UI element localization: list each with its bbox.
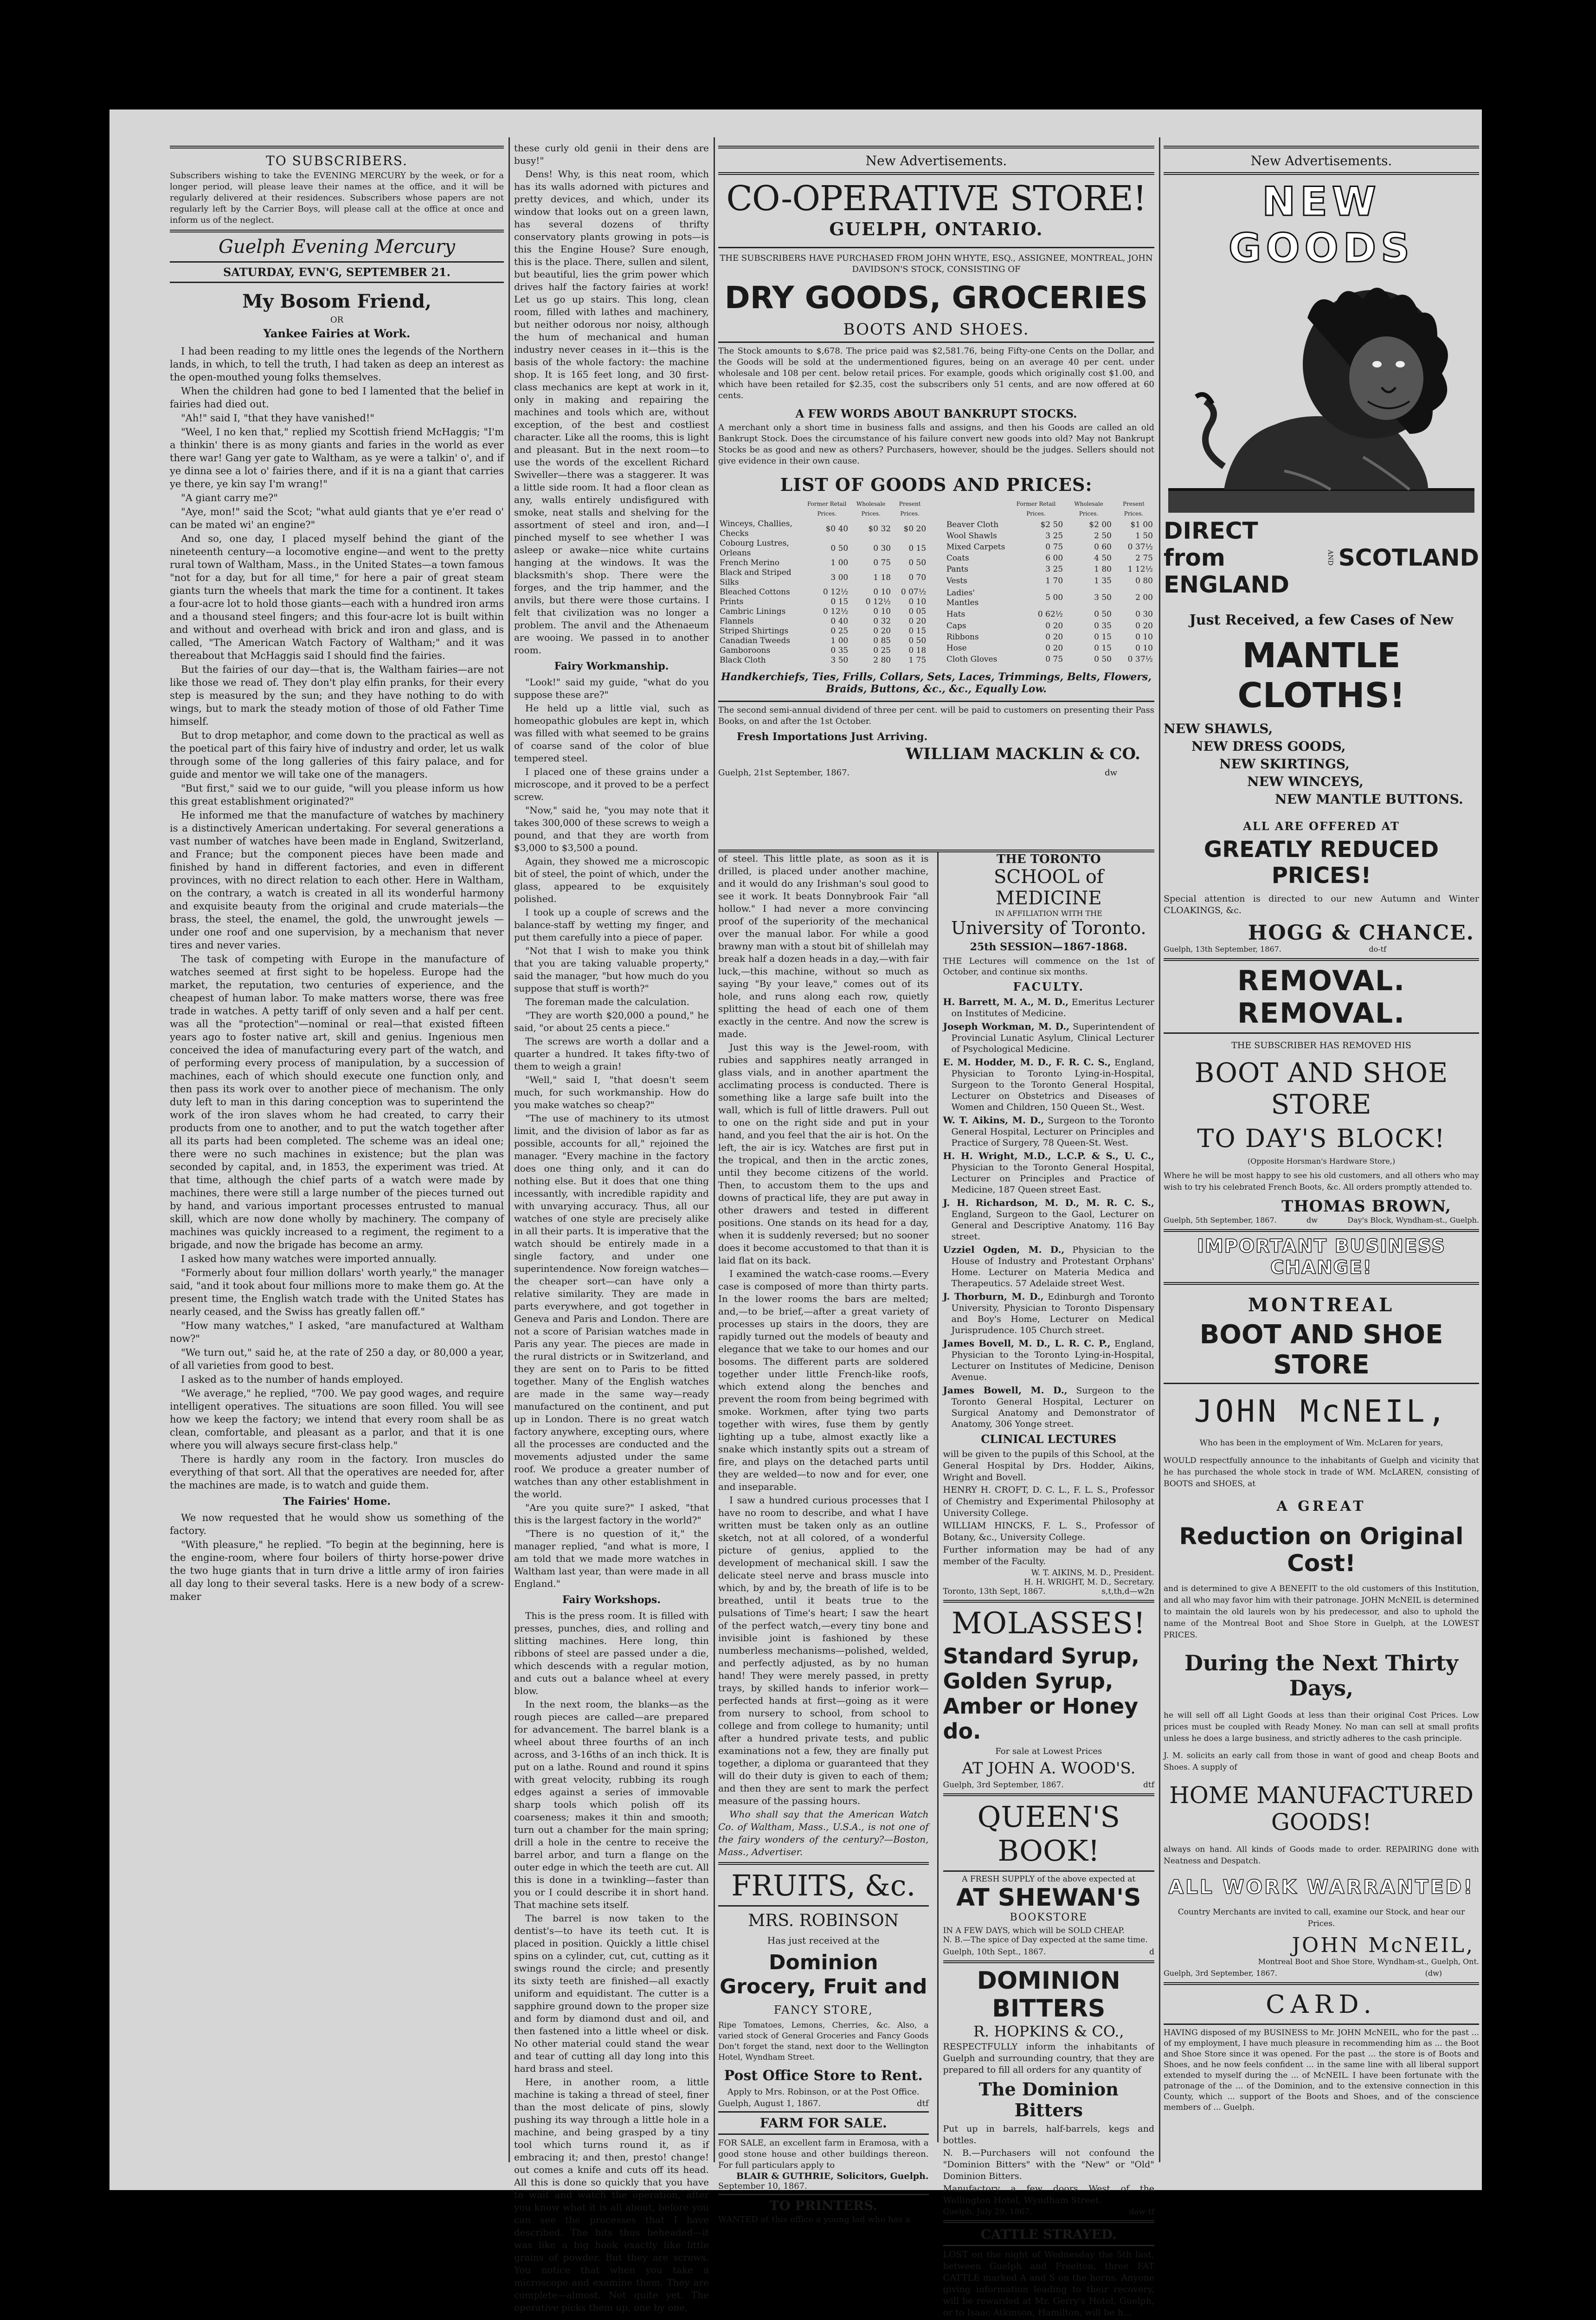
story-subtitle: Yankee Fairies at Work. [263, 327, 411, 340]
price-row: Pants 3 25 1 80 1 12½ [946, 565, 1153, 574]
cooperative-store-ad [718, 179, 1154, 850]
paragraph: In the next room, the blanks—as the rough pieces are called—are prepared for advancement. The barrel blank is a wheel about three fourths of an inch across, and 3-16ths of an inch thick. It is put on a lathe. Round and round it spins with great velocity, rubbing its rough edges against a series of immovable sharp tools which polish off its coarseness; makes it thin and smooth; turn out a chamber for the main spring; drill a hole in the centre to receive the barrel arbor, and turn a flange on the outer edge in which the teeth are cut. All this is done in a twinkling—faster than you or I could describe it in short hand. That machine sets itself. [514, 1699, 709, 1910]
faculty-entry: J. Thorburn, M. D., Edinburgh and Toronto University, Physician to Toronto Dispensary and Boy's Home, Lecturer on Medical Jurisprudence. 105 Church street. [943, 1291, 1154, 1335]
ad-line: Standard Syrup, [943, 1643, 1139, 1669]
goods-item: NEW SKIRTINGS, [1219, 756, 1350, 772]
faculty-entry: J. H. Richardson, M. D., M. R. C. S., England, Surgeon to the Gaol, Lecturer on General and Descriptive Anatomy. 116 Bay street. [943, 1197, 1154, 1242]
col-head: Former Retail Prices. [1016, 501, 1056, 517]
ad-text: WILLIAM HINCKS, F. L. S., Professor of Botany, &c., University College. [943, 1521, 1154, 1542]
ad-dividend: The second semi-annual dividend of three per cent. will be paid to customers on presenting their Pass Books, on and after the 1st October. [718, 705, 1154, 726]
section-heading: The Fairies' Home. [283, 1495, 391, 1508]
ad-fresh: Fresh Importations Just Arriving. [737, 731, 928, 743]
fruits-ad [718, 1869, 929, 2226]
price-row: Winceys, Challies, Checks $0 40 $0 32 $0 20 [720, 519, 927, 538]
price-row: Striped Shirtings 0 25 0 20 0 15 [720, 626, 927, 636]
ad-stock-text: The Stock amounts to $,678. The price paid was $2,581.76, being Fifty-one Cents on the Dollar, and the Goods will be sold at the undermentioned figures, being on an average 40 per cent. under wholesale and 108 per cent. below retail prices. For example, goods which originally cost $1.00, and which have been retailed for $2.35, cost the subscribers only 51 cents, and are now offered at 60 cents. [718, 346, 1154, 400]
paragraph: Just this way is the Jewel-room, with rubies and sapphires neatly arranged in glass vials, and in another apartment the acclimating process is conducted. There is something like a large safe built into the wall, which is full of little drawers. Pull out to one on the right side and put in your hand, and you feel that the air is hot. On the left, the air is icy. Watches are first put in the tropical, and then in the arctic zones, until they become citizens of the world. Then, to accustom them to the ups and downs of practical life, they are put away in other drawers and tested in different positions. One stands on its head for a day, when it is suddenly reversed; but no sooner does it become accustomed to that than it is laid flat on its back. [718, 1042, 929, 1266]
ad-text: and is determined to give A BENEFIT to the old customers of this Institution, and all who may favor him with their patronage. JOHN McNEIL is determined to maintain the old laurels won by his predecessor, and also to uphold the name of the Montreal Boot and Shoe Store in Guelph, at the LOWEST PRICES. [1164, 1584, 1479, 1640]
ad-title: SCHOOL of MEDICINE [993, 866, 1104, 909]
ad-footer: Guelph, 3rd September, 1867. (dw) [1164, 1969, 1442, 1978]
price-row: Cambric Linings 0 12½ 0 10 0 05 [720, 607, 927, 616]
dateline: SATURDAY, EVN'G, SEPTEMBER 21. [223, 265, 450, 279]
story-title: My Bosom Friend, [242, 290, 431, 312]
price-row: Vests 1 70 1 35 0 80 [946, 576, 1153, 586]
paragraph: Who shall say that the American Watch Co. of Waltham, Mass., U.S.A., is not one of the fairy wonders of the century?—Boston, Mass., Advertiser. [718, 1809, 929, 1857]
price-row: Black Cloth 3 50 2 80 1 75 [720, 656, 927, 665]
paragraph: I examined the watch-case rooms.—Every case is composed of more than thirty parts. In the lower rooms the bars are melted; and,—to be brief,—after a great variety of processes up stairs in the doors, they are rapidly turned out the models of beauty and elegance that we take to our homes and our bosoms. The different parts are soldered together under little French-like roofs, which extend along the benches and prevent the room from being begrimed with smoke. Workmen, after tying two parts together with wires, fuse them by gently lighting up a tube, almost exactly like a snake which instantly spits out a stream of fire, and plays on the detached parts until they are welded—to now and for ever, one and inseparable. [718, 1268, 929, 1492]
paragraph: "Ah!" said I, "that they have vanished!" [181, 412, 374, 424]
price-row: Wool Shawls 3 25 2 50 1 50 [946, 531, 1153, 541]
ad-text: Where he will be most happy to see his old customers, and all others who may wish to try his celebrated French Boots, &c. All orders promptly attended to. [1164, 1171, 1479, 1192]
goods-list [1164, 720, 1479, 808]
paragraph: I asked how many watches were imported annually. [181, 1253, 437, 1264]
price-row: Canadian Tweeds 1 00 0 85 0 50 [720, 636, 927, 645]
ad-title: IMPORTANT BUSINESS CHANGE! [1197, 1236, 1446, 1278]
column-4 [1164, 142, 1479, 2118]
paragraph: "Now," said he, "you may note that it takes 300,000 of these screws to weigh a pound, and that they are worth from $3,000 to $3,500 a pound. [514, 805, 709, 853]
ad-title: MOLASSES! [951, 1606, 1146, 1641]
ad-text: J. M. solicits an early call from those in want of good and cheap Boots and Shoes. A supply of [1164, 1751, 1479, 1772]
price-row: French Merino 1 00 0 75 0 50 [720, 558, 927, 567]
card-ad [1164, 1990, 1479, 2113]
ad-signature: JOHN McNEIL, [1292, 1933, 1474, 1957]
ad-line: Golden Syrup, [943, 1669, 1113, 1694]
paragraph: The task of competing with Europe in the manufacture of watches seemed at first sight to be hopeless. Europe had the market, the reputation, two centuries of experience, and the cheapest of human labor. To make matters worse, there was free trade in watches. A petty tariff of only seven and a half per cent. was all the "protection"—nominal or real—that existed fifteen years ago to foster native art, skill and genius. Ingenious men conceived the idea of manufacturing every part of the watch, and of performing every process of manipulation, by a succession of machines, each of which should execute one function only, and then pass its work over to another piece of mechanism. The only duty left to man in this daring conception was to superintend the work of the iron slaves whom he had created, to carry their products from one to another, and to put the watch together after all its parts had been completed. The scheme was an ideal one; there were no such machines in existence; but the plan was seconded by capital, and, in 1853, the experiment was tried. At that time, although the chief parts of a watch were made by machines, there were still a large number of the pieces turned out by hand, and various important processes entrusted to manual skill, which are now done wholly by machinery. The company of machines was quickly increased to a regiment, the regiment to a brigade, and now the brigade has become an army. [170, 954, 504, 1250]
ad-dry-goods: DRY GOODS, GROCERIES [724, 280, 1148, 316]
ad-signature: H. H. WRIGHT, M. D., Secretary. [1023, 1578, 1154, 1587]
paragraph: these curly old genii in their dens are busy!" [514, 142, 709, 166]
paragraph: "Weel, I no ken that," replied my Scottish friend McHaggis; "I'm a thinkin' there is as mony giants and faries in the world as ever there war! Gang yer gate to Waltham, as ye were a talkin' o', and if ye dinna see a lot o' fairies there, and if it is na a giant that carries ye there, ye kin say I'm wrang!" [170, 426, 504, 490]
paragraph: He informed me that the manufacture of watches by machinery is a distinctively American undertaking. For several generations a vast number of watches have been made in England, Switzerland, and France; but the component pieces have been made and finished by hand in different factories, and even in different provinces, with no direct relation to each other. Here in Waltham, on the contrary, a watch is created in all its wonderful harmony and exquisite beauty from the original and crude materials—the brass, the steel, the enamel, the gold, the unwrought jewels —under one roof and one supervision, by a mechanism that never tires and never varies. [170, 810, 504, 951]
goods-item: NEW MANTLE BUTTONS. [1275, 792, 1463, 807]
ad-title: DOMINION BITTERS [977, 1967, 1120, 2023]
ad-text: always on hand. All kinds of Goods made to order. REPAIRING done with Neatness and Despatch. [1164, 1845, 1479, 1866]
ad-line: GREATLY REDUCED PRICES! [1203, 837, 1439, 889]
ad-text: BOOKSTORE [1010, 1912, 1088, 1923]
paragraph: "Formerly about four million dollars' worth yearly," the manager said, "and it took about four millions more to make them go. At the present time, the English watch trade with the United States has nearly ceased, and the Swiss has greatly fallen off." [170, 1267, 504, 1317]
paragraph: of steel. This little plate, as soon as it is drilled, is placed under another machine, and it would do any Irishman's soul good to see it work. It beats Donnybrook Fair "all hollow." I had never a more convincing proof of the superiority of the mechanical over the manual labor. For while a good brawny man with a stout bit of shillelah may break half a dozen heads in a day,—with fair luck,—this machine, without so much as saying "By your leave," comes out of its hole, and runs along each row, quietly splitting the head of each one of them exactly in the centre. And now the screw is made. [718, 853, 929, 1039]
col-head: Wholesale Prices. [1074, 501, 1103, 517]
price-row: Hats 0 62½ 0 50 0 30 [946, 610, 1153, 619]
molasses-ad [943, 1606, 1154, 1790]
ad-footer: September 10, 1867. [718, 2181, 807, 2191]
price-list [718, 499, 1154, 665]
ad-footer: Toronto, 13th Sept, 1867. s,t,th,d—w2n [943, 1587, 1154, 1596]
ad-text: THE TORONTO [996, 852, 1101, 866]
farm-title: FARM FOR SALE. [759, 2115, 887, 2131]
ad-title: NEW GOODS [1228, 179, 1415, 271]
ad-text: Has just received at the [767, 1935, 880, 1946]
ad-footer: Guelph, 21st September, 1867. dw [718, 768, 1117, 778]
ad-signature: THOMAS BROWN, [1281, 1197, 1451, 1216]
paragraph: I placed one of these grains under a microscope, and it proved to be a perfect screw. [514, 766, 709, 802]
ad-footer: Guelph, 3rd September, 1867. dtf [943, 1780, 1154, 1790]
price-table-right [945, 499, 1154, 665]
ad-store: Dominion Grocery, Fruit and [720, 1951, 927, 1998]
ad-signature: W. T. AIKINS, M. D., President. [1031, 1568, 1154, 1578]
ad-text: Just Received, a few Cases of New [1189, 612, 1454, 628]
ad-subheading: CLINICAL LECTURES [981, 1432, 1117, 1446]
price-row: Ladies' Mantles 5 00 3 50 2 00 [946, 588, 1153, 607]
faculty-entry: Uzziel Ogden, M. D., Physician to the House of Industry and Protestant Orphans' Home. Lecturer on Materia Medica and Therapeutics. 57 Adelaide street West. [943, 1244, 1154, 1289]
ad-text: N. B.—Purchasers will not confound the "Dominion Bitters" with the "New" or "Old" Dominion Bitters. [943, 2148, 1154, 2181]
paragraph: Here, in another room, a little machine is taking a thread of steel, finer than the most delicate of pins, slowly pushing its way through a little hole in a machine, and being grasped by a tiny tool which turns round it, as if embracing it; and then, presto! change! out comes a knife and cuts off its head. All this is done so quickly that you have to wait and watch the operation, after you know what it is all about, before you can see the processes that I have described. The bits thus beheaded—it was like a big hook exactly like little grains of powder. But they are screws. You notice that when you take a microscope and examine them. They are complete—almost. Not quite yet. The operative picks them up, one by one, [514, 2076, 709, 2313]
paragraph: I took up a couple of screws and the balance-staff by wetting my finger, and put them carefully into a piece of paper. [514, 907, 709, 943]
column-rule [508, 137, 510, 2162]
ad-university: University of Toronto. [951, 918, 1146, 938]
goods-item: NEW DRESS GOODS, [1191, 739, 1346, 754]
column-rule [714, 137, 715, 2162]
ad-text: A FRESH SUPPLY of the above expected at [962, 1875, 1136, 1884]
goods-item: NEW WINCEYS, [1247, 774, 1364, 789]
column-rule [1159, 137, 1160, 2162]
ad-title: QUEEN'S BOOK! [977, 1800, 1120, 1868]
ad-text: Manufactory a few doors West of the Wellington Hotel, Wyndham Street. [943, 2184, 1154, 2205]
column-2 [514, 142, 709, 2313]
faculty-entry: H. H. Wright, M.D., L.C.P. & S., U. C., Physician to the Toronto General Hospital, Lecturer on Principles and Practice of Medicine, 187 Queen street East. [943, 1150, 1154, 1195]
price-list-title: LIST OF GOODS AND PRICES: [780, 474, 1093, 495]
price-row: Flannels 0 40 0 32 0 20 [720, 617, 927, 626]
paragraph: He held up a little vial, such as homeopathic globules are kept in, which was filled with what seemed to be grains of coarse sand of the color of blue tempered steel. [514, 702, 709, 764]
paragraph: "Well," said I, "that doesn't seem much, for such workmanship. How do you make watches so cheap?" [514, 1074, 709, 1110]
paragraph: I asked as to the number of hands employed. [181, 1374, 403, 1385]
ad-line: During the Next Thirty Days, [1184, 1650, 1458, 1701]
business-change-ad [1164, 1236, 1479, 1978]
ad-name: JOHN McNEIL, [1194, 1393, 1449, 1429]
column-3 [718, 142, 1155, 2318]
ad-line: A GREAT [1276, 1498, 1366, 1514]
ad-line: BOOT AND SHOE STORE [1199, 1320, 1443, 1380]
ad-name: MRS. ROBINSON [748, 1911, 899, 1930]
faculty-entry: H. Barrett, M. A., M. D., Emeritus Lecturer on Institutes of Medicine. [943, 996, 1154, 1018]
paragraph: "Not that I wish to make you think that you are taking valuable property," said the manager, "but how much do you suppose that stuff is worth?" [514, 945, 709, 994]
post-office-title: Post Office Store to Rent. [724, 2068, 923, 2084]
paragraph: "We average," he replied, "700. We pay good wages, and require intelligent operatives. The situations are soon filled. You will see how we keep the factory; we intend that every room shall be as clean, comfortable, and pleasant as a parlor, and that it is one where you will always secure first-class help." [170, 1388, 504, 1451]
ad-line: TO DAY'S BLOCK! [1197, 1124, 1446, 1153]
ad-few-words-text: A merchant only a short time in business falls and assigns, and then his Goods are called an old Bankrupt Stock. Does the circumstance of his failure convert new goods into old? May not Bankrupt Stocks be as good and new as others? Purchasers, however, should be the judges. Sellers should not give evidence in their own cause. [718, 423, 1154, 466]
ad-text: IN A FEW DAYS, which will be SOLD CHEAP. [943, 1926, 1125, 1935]
ad-text: Who has been in the employment of Wm. McLaren for years, [1199, 1438, 1443, 1448]
paragraph: "They are worth $20,000 a pound," he said, "or about 25 cents a piece." [514, 1010, 709, 1033]
ad-text: HAVING disposed of my BUSINESS to Mr. JOHN McNEIL, who for the past ... of my employment, I have much pleasure in recommending him as ... the Boot and Shoe Store since it was opened. For the past ... the store is of Boots and Shoes, and he now feels confident ... in the same line with all liberal support extended to myself during the ... of McNEIL. I have been fortunate with the patronage of the ... of the Dominion, and to the extensive connection in this County, which ... support of the Boots and Shoes, and of the conscience members of ... Guelph. [1164, 2028, 1479, 2112]
paragraph: "We turn out," said he, at the rate of 250 a day, or 80,000 a year, of all varieties from good to best. [170, 1347, 504, 1371]
ad-text: N. B.—The spice of Day expected at the same time. [943, 1935, 1148, 1945]
masthead: Guelph Evening Mercury [219, 236, 455, 258]
price-row: Black and Striped Silks 3 00 1 18 0 70 [720, 568, 927, 587]
price-row: Mixed Carpets 0 75 0 60 0 37½ [946, 542, 1153, 552]
ad-footer: Guelph, 13th September, 1867. do-tf [1164, 945, 1386, 954]
ad-title: REMOVAL. REMOVAL. [1237, 965, 1406, 1030]
col-head: Present Prices. [1123, 501, 1145, 517]
paragraph: But the fairies of our day—that is, the Waltham fairies—are not like those we read of. They don't play elfin pranks, for their every step is measured by the sun; and they have nothing to do with wings, but to mark the steady motion of those of old Father Time himself. [170, 664, 504, 727]
ad-line: MONTREAL [1248, 1294, 1395, 1316]
price-row: Hose 0 20 0 15 0 10 [946, 644, 1153, 653]
ad-line: AT JOHN A. WOOD'S. [962, 1759, 1136, 1778]
faculty-entry: James Bovell, M. D., L. R. C. P., England, Physician to the Toronto Lying-in-Hospital, Lecturer on Institutes of Medicine, Denison Avenue. [943, 1338, 1154, 1382]
ad-signature: BLAIR & GUTHRIE, Solicitors, Guelph. [736, 2171, 929, 2181]
price-row: Caps 0 20 0 35 0 20 [946, 621, 1153, 631]
ad-line: BOOT AND SHOE STORE [1194, 1057, 1448, 1120]
ad-boots: BOOTS AND SHOES. [843, 320, 1030, 339]
ad-text: WOULD respectfully announce to the inhabitants of Guelph and vicinity that he has purchased the whole stock in trade of WM. McLAREN, consisting of BOOTS and SHOES, at [1164, 1456, 1479, 1489]
paragraph: When the children had gone to bed I lamented that the belief in fairies had died out. [170, 386, 504, 410]
printers-title: TO PRINTERS. [769, 2198, 877, 2213]
paragraph: "With pleasure," he replied. "To begin at the beginning, here is the engine-room, where four boilers of thirty horse-power drive the two huge giants that in turn drive a little army of iron fairies all day long to their several tasks. Here is a new body of a screw-maker [170, 1539, 504, 1602]
ad-purchased: THE SUBSCRIBERS HAVE PURCHASED FROM JOHN WHYTE, ESQ., ASSIGNEE, MONTREAL, JOHN DAVIDSON'S STOCK, CONSISTING OF [720, 253, 1153, 274]
ad-footer: Guelph, 10th Sept., 1867. d [943, 1947, 1154, 1957]
ad-line: Amber or Honey do. [943, 1694, 1139, 1744]
ad-line: AT SHEWAN'S [956, 1884, 1141, 1912]
faculty-entry: Joseph Workman, M. D., Superintendent of Provincial Lunatic Asylum, Clinical Lecturer of Psychological Medicine. [943, 1021, 1154, 1054]
ad-line: The Dominion Bitters [978, 2079, 1119, 2120]
price-row: Coats 6 00 4 50 2 75 [946, 554, 1153, 563]
paragraph: This is the press room. It is filled with presses, punches, dies, and rolling and slitting machines. Here long, thin ribbons of steel are passed under a die, which descends with a regular motion, and cuts out a balance wheel at every blow. [514, 1610, 709, 1696]
price-row: Prints 0 15 0 12½ 0 10 [720, 597, 927, 606]
ad-city: GUELPH, ONTARIO. [829, 219, 1043, 239]
ad-text: Country Merchants are invited to call, examine our Stock, and hear our Prices. [1178, 1908, 1465, 1928]
newspaper-page [109, 110, 1482, 2318]
ad-session: 25th SESSION—1867-1868. [970, 941, 1127, 953]
paragraph: "Look!" said my guide, "what do you suppose these are?" [514, 677, 709, 700]
paragraph: The screws are worth a dollar and a quarter a hundred. It takes fifty-two of them to weigh a grain! [514, 1036, 709, 1072]
section-heading: Fairy Workshops. [562, 1594, 661, 1606]
ad-text: Further information may be had of any member of the Faculty. [943, 1545, 1154, 1566]
price-table-left [718, 499, 927, 665]
paragraph: We now requested that he would show us something of the factory. [170, 1512, 504, 1536]
ads-column [937, 852, 1155, 2318]
ad-signature: HOGG & CHANCE. [1248, 921, 1474, 945]
col-head: Former Retail Prices. [807, 501, 847, 517]
paragraph: "The use of machinery to its utmost limit, and the division of labor as far as possible, accounts for all," rejoined the manager. "Every machine in the factory does one thing only, and it can do nothing else. But it does that one thing incessantly, with incredible rapidity and with unvarying accuracy. Thus, all our watches of one style are precisely alike in all their parts. It is imperative that the watch should be entirely made in a single factory, and under one superintendence. Now foreign watches—the cheaper sort—can have only a relative similarity. They are made in parts everywhere, and got together in Geneva and Paris and London. There are not a score of Parisian watches made in Paris any year. The pieces are made in the rural districts or in Switzerland, and they are sent on to Paris to be fitted together. Many of the English watches are made in the same way—ready manufactured on the continent, and put up in London. There is no great watch factory anywhere, excepting ours, where all the processes are conducted and the movements adjusted under the same roof. We produce a greater number of watches than any other establishment in the world. [514, 1113, 709, 1500]
ad-text: Special attention is directed to our new Autumn and Winter CLOAKINGS, &c. [1164, 894, 1479, 915]
ad-footer: Guelph, 5th September, 1867. dw Day's Block, Wyndham-st., Guelph. [1164, 1216, 1479, 1224]
ad-text: LOST on the night of Wednesday the 5th last, between Guelph and Freelton, three FAT CATTLE marked A and S on the horns. Anyone giving information leading to their recovery, will be rewarded at Mr. Gerry's Hotel, Guelph, or to Isaac Atkinson, Hamilton, will be h... [943, 2249, 1154, 2318]
faculty-entry: W. T. Aikins, M. D., Surgeon to the Toronto General Hospital, Lecturer on Principles and Practice of Surgery, 78 Queen-St. West. [943, 1115, 1155, 1148]
paragraph: Dens! Why, is this neat room, which has its walls adorned with pictures and pretty devices, and which, under its window that looks out on a green lawn, has several dozens of thrifty conservatory plants growing in pots—is this the Engine House? Sure enough, this is the place. There, sullen and silent, but beautiful, lies the grim power which drives half the factory fairies at work! Let us go up stairs. This long, clean room, filled with lathes and machinery, but neither odorous nor noisy, although the hum of mechanical and human industry never ceases in it—this is the basis of the whole factory: the machine shop. It is 165 feet long, and 30 first-class mechanics are kept at work in it, only in making and repairing the machines and tools which are, without exception, of the best and costliest character. Like all the rooms, this is light and pleasant. But in the next room—to use the words of the excellent Richard Swiveller—there was a staggerer. It was a little side room. It had a floor clean as any, walls entirely undisfigured with smoke, neat stalls and shelving for the assortment of steel and iron, and—I pinched myself to see whether I was asleep or awake—nice white curtains hanging at the windows. It was the blacksmith's shop. There were the forges, and the trip hammer, and the anvils, but there were those curtains. I felt that civilization was no longer a problem. The anvil and the Athenaeum are wooing. We passed in to another room. [514, 168, 709, 656]
lion-illustration [1168, 271, 1474, 513]
ad-text: will be given to the pupils of this School, at the General Hospital by Drs. Hodder, Aikins, Wright and Bovell. [943, 1449, 1154, 1482]
ad-title: CARD. [1266, 1990, 1377, 2019]
ad-footer: Guelph, July 29, 1867. daw-tf [943, 2207, 1154, 2217]
medical-school-ad [943, 852, 1154, 1596]
ad-text: Ripe Tomatoes, Lemons, Cherries, &c. Also, a varied stock of General Groceries and Fancy Goods Don't forget the stand, next door to the Wellington Hotel, Wyndham Street. [718, 2021, 929, 2062]
paragraph: But to drop metaphor, and come down to the practical as well as the poetical part of this fairy hive of industry and order, let us walk through some of the long galleries of this fairy palace, and for guide and mentor we will take one of the managers. [170, 730, 504, 780]
paragraph: And so, one day, I placed myself behind the giant of the nineteenth century—a locomotive engine—and went to the pretty rural town of Waltham, Mass., in the United States—a town famous "not for a day, but for all time," for here a pair of great steam giants turn the wheels that mark the time for a continent. It takes a four-acre lot to hold those giants—each with a hundred iron arms and a thousand steel fingers; and this four-acre lot is built within and without and overhead with brick and iron and glass, and is called, "The American Watch Factory of Waltham;" and it was thereabout that McHaggis said I should find the fairies. [170, 533, 504, 661]
ad-text: THE Lectures will commence on the 1st of October, and continue six months. [943, 956, 1154, 977]
paragraph: "Are you quite sure?" I asked, "that this is the largest factory in the world?" [514, 1502, 709, 1526]
dominion-bitters-ad [943, 1967, 1154, 2217]
price-row: Bleached Cottons 0 12½ 0 10 0 07½ [720, 587, 927, 597]
new-goods-ad [1164, 179, 1479, 954]
ad-text: Montreal Boot and Shoe Store, Wyndham-st., Guelph, Ont. [1258, 1957, 1479, 1966]
ad-signature: WILLIAM MACKLIN & CO. [905, 745, 1140, 763]
subscribers-heading: TO SUBSCRIBERS. [266, 153, 408, 168]
paragraph: The barrel is now taken to the dentist's—to have its teeth cut. It is placed in position. Quickly a little chisel spins on a cylinder, cut, cut, cutting as it swings round the circle; and presently its sixty teeth are finished—all exactly uniform and equidistant. The cutter is a sapphire ground down to the proper size and form by diamond dust and oil, and then fastened into a little wheel or disk. No other material could stand the wear and tear of cutting all day long into this hard brass and steel. [514, 1913, 709, 2074]
ad-sundries: Handkerchiefs, Ties, Frills, Collars, Sets, Laces, Trimmings, Belts, Flowers, Braids, Buttons, &c., &c., Equally Low. [721, 671, 1152, 695]
price-row: Gamboroons 0 35 0 25 0 18 [720, 646, 927, 655]
paragraph: "There is no question of it," the manager replied, "and what is more, I am told that we made more watches in Waltham last year, than were made in all England." [514, 1528, 709, 1589]
paragraph: "But first," said we to our guide, "will you please inform us how this great establishment originated?" [170, 783, 504, 807]
ad-few-words-heading: A FEW WORDS ABOUT BANKRUPT STOCKS. [795, 407, 1077, 420]
subscribers-notice: Subscribers wishing to take the EVENING MERCURY by the week, or for a longer period, will please leave their names at the office, and it will be regularly delivered at their residences. Subscribers whose papers are not regularly left by the Carrier Boys, will please call at the office at once and inform us of the neglect. [170, 171, 504, 225]
faculty-entry: E. M. Hodder, M. D., F. R. C. S., England, Physician to Toronto Lying-in-Hospital, Surgeon to the Toronto General Hospital, Lecturer on Obstetrics and Diseases of Women and Children, 150 Queen St., West. [943, 1057, 1154, 1112]
ad-line: R. HOPKINS & CO., [973, 2023, 1124, 2040]
col-head: Wholesale Prices. [856, 501, 886, 517]
price-row: Ribbons 0 20 0 15 0 10 [946, 632, 1153, 642]
story-or: OR [330, 315, 344, 325]
ad-text: For sale at Lowest Prices [995, 1746, 1102, 1756]
paragraph: Again, they showed me a microscopic bit of steel, the point of which, under the glass, appeared to be exquisitely polished. [514, 856, 709, 904]
col-head: Present Prices. [899, 501, 921, 517]
goods-item: NEW SHAWLS, [1164, 721, 1273, 736]
queens-book-ad [943, 1800, 1154, 1957]
ad-title: FRUITS, &c. [731, 1869, 916, 1902]
paragraph: "Aye, mon!" said the Scot; "what auld giants that ye e'er read o' can be mated wi' an engine?" [170, 506, 504, 530]
paragraph: I had been reading to my little ones the legends of the Northern lands, in which, to tell the truth, I had taken as deep an interest as the open-mouthed young folks themselves. [170, 346, 504, 383]
mantle-cloths: MANTLE CLOTHS! [1237, 636, 1405, 715]
paragraph: "A giant carry me?" [181, 492, 278, 503]
column-3-lower [718, 852, 1155, 2318]
ad-text: ALL ARE OFFERED AT [1243, 819, 1400, 833]
paragraph: I saw a hundred curious processes that I have no room to describe, and what I have written must be taken only as an outline sketch, not at all colored, of a wonderful picture of genius, applied to the development of mechanical skill. I saw the delicate steel nerve and brass muscle into which, by and by, the breath of life is to be breathed, until it beats true to the pulsations of Time's heart; I saw the heart of the perfect watch,—every tiny bone and invisible joint is fashioned by these numberless mechanisms—polished, welded, and perfectly adjusted, as by no human hand! They were merely passed, in pretty trays, by skilled hands to inferior work—perfected hands at first—going as it were from nursery to school, from school to college and from college to humanity; until after a hundred private tests, and public examinations not a few, they are finally put together, a diploma or guaranteed that they will do their duty is given to each of them; and then they are sent to mark the perfect measure of the passing hours. [718, 1495, 929, 1806]
ad-title: CO-OPERATIVE STORE! [726, 179, 1146, 219]
paragraph: "How many watches," I asked, "are manufactured at Waltham now?" [170, 1320, 504, 1344]
ad-text: he will sell off all Light Goods at less than their original Cost Prices. Low prices must be coupled with Ready Money. No man can sell at small profits unless he does a large business, and strictly adheres to the cash principle. [1164, 1711, 1479, 1743]
ad-text: IN AFFILIATION WITH THE [995, 909, 1102, 918]
cattle-ad [943, 2227, 1154, 2319]
ad-text: Apply to Mrs. Robinson, or at the Post Office. [727, 2087, 920, 2097]
column-1 [170, 142, 504, 1604]
ad-line: Reduction on Original Cost! [1179, 1523, 1464, 1577]
story-continuation [718, 852, 929, 2224]
faculty-entry: James Bowell, M. D., Surgeon to the Toronto General Hospital, Lecturer on Surgical Anatomy and Demonstrator of Anatomy, 306 Yonge street. [943, 1385, 1154, 1429]
ad-footer: Guelph, August 1, 1867. dtf [718, 2099, 929, 2108]
ad-text: (Opposite Horsman's Hardware Store,) [1247, 1157, 1396, 1166]
ad-text: HENRY H. CROFT, D. C. L., F. L. S., Professor of Chemistry and Experimental Philosophy at University College. [943, 1485, 1154, 1518]
section-header: New Advertisements. [865, 153, 1007, 168]
ad-text: Put up in barrels, half-barrels, kegs and bottles. [943, 2124, 1154, 2146]
removal-ad [1164, 965, 1479, 1224]
ad-title: CATTLE STRAYED. [980, 2227, 1117, 2242]
ad-line: HOME MANUFACTURED GOODS! [1169, 1782, 1474, 1836]
paragraph: The foreman made the calculation. [525, 996, 690, 1007]
ad-text: THE SUBSCRIBER HAS REMOVED HIS [1231, 1040, 1411, 1050]
story-body [170, 345, 504, 1603]
ad-text: RESPECTFULLY inform the inhabitants of Guelph and surrounding country, that they are prepared to fill all orders for any quantity of [943, 2042, 1154, 2075]
paragraph: There is hardly any room in the factory. Iron muscles do everything of that sort. All that the operatives are needed for, after the machines are made, is to watch and guide them. [170, 1454, 504, 1491]
ad-text: WANTED at this office a young lad who has a [718, 2215, 910, 2224]
ad-text: FANCY STORE, [773, 2004, 873, 2017]
section-header: New Advertisements. [1250, 153, 1392, 168]
price-row: Cobourg Lustres, Orleans 0 50 0 30 0 15 [720, 539, 927, 558]
section-heading: Fairy Workmanship. [554, 660, 669, 672]
ad-line: ALL WORK WARRANTED! [1168, 1875, 1474, 1898]
price-row: Beaver Cloth $2 50 $2 00 $1 00 [946, 520, 1153, 529]
ad-subheading: FACULTY. [1013, 980, 1084, 993]
ad-text: FOR SALE, an excellent farm in Eramosa, with a good stone house and other buildings thereon. For full particulars apply to [718, 2138, 929, 2170]
price-row: Cloth Gloves 0 75 0 50 0 37½ [946, 655, 1153, 664]
direct-line: DIRECT from ENGLAND AND SCOTLAND [1164, 517, 1479, 598]
